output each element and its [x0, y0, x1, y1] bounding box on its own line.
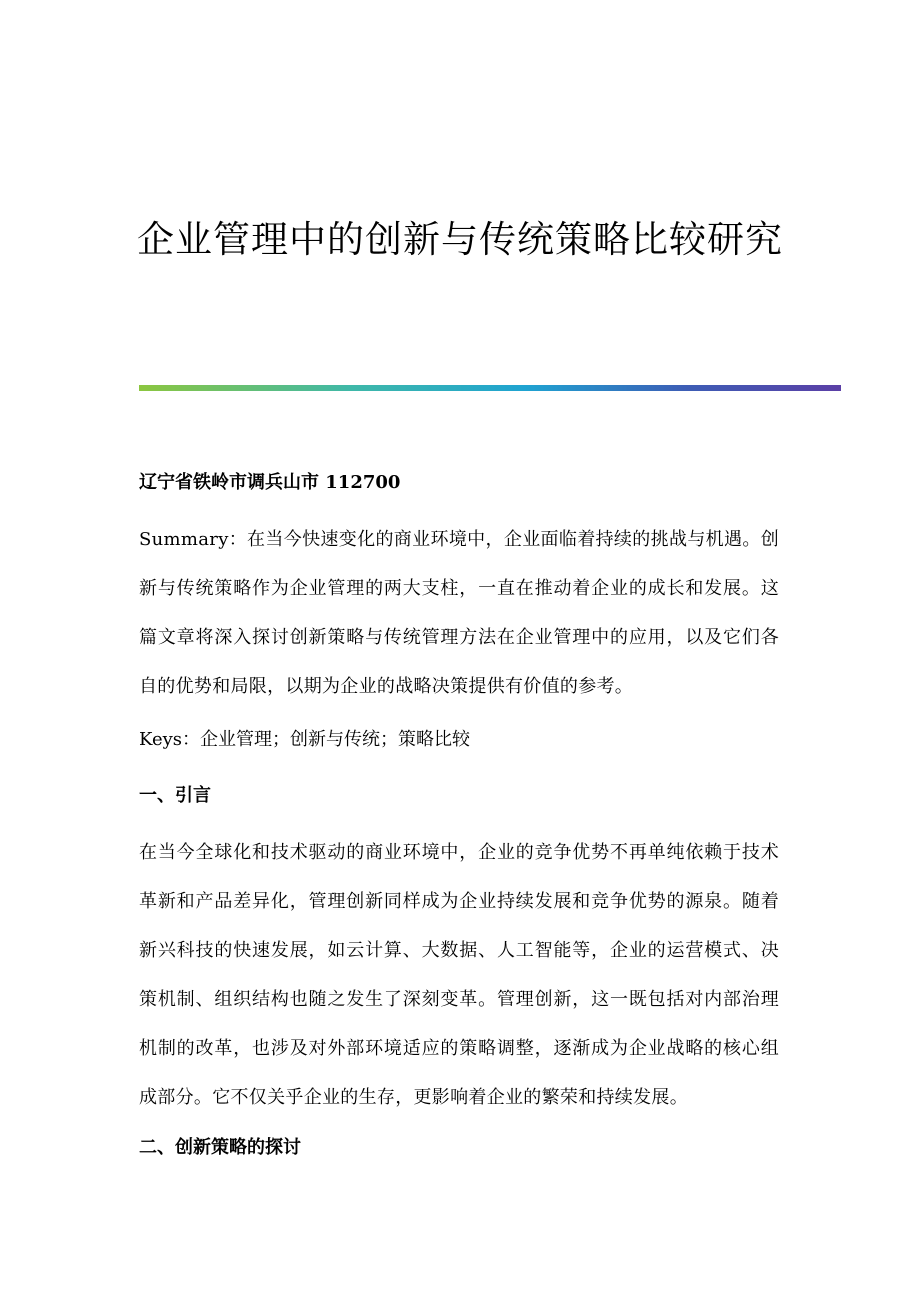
keywords-line: Keys：企业管理；创新与传统；策略比较 — [139, 729, 471, 750]
title-divider — [139, 385, 841, 391]
section-heading-innovation-strategy: 二、创新策略的探讨 — [139, 1137, 301, 1158]
author-affiliation: 辽宁省铁岭市调兵山市 112700 — [139, 472, 401, 493]
summary-paragraph: Summary：在当今快速变化的商业环境中，企业面临着持续的挑战与机遇。创新与传统策略作为企业管理的两大支柱，一直在推动着企业的成长和发展。这篇文章将深入探讨创新策略与传统管理方法在企业管理中的应用，以及它们各自的优势和局限，以期为企业的战略决策提供有价值的参考。 — [139, 529, 779, 697]
introduction-paragraph: 在当今全球化和技术驱动的商业环境中，企业的竞争优势不再单纯依赖于技术革新和产品差异化，管理创新同样成为企业持续发展和竞争优势的源泉。随着新兴科技的快速发展，如云计算、大数据、人工智能等，企业的运营模式、决策机制、组织结构也随之发生了深刻变革。管理创新，这一既包括对内部治理机制的改革，也涉及对外部环境适应的策略调整，逐渐成为企业战略的核心组成部分。它不仅关乎企业的生存，更影响着企业的繁荣和持续发展。 — [139, 842, 779, 1108]
section-heading-introduction: 一、引言 — [139, 785, 211, 806]
document-title: 企业管理中的创新与传统策略比较研究 — [137, 218, 783, 261]
